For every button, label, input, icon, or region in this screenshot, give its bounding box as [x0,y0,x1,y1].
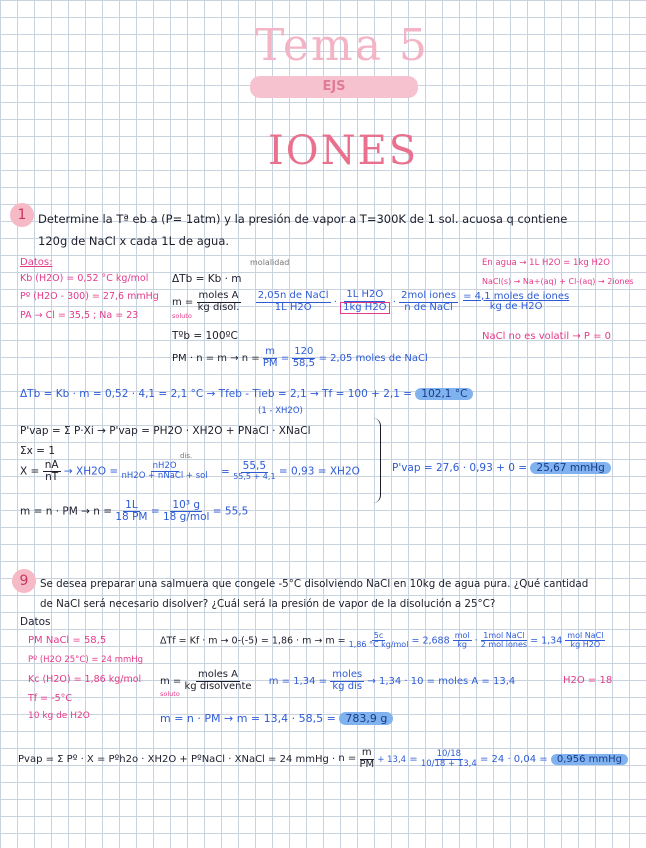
m-calc-c [399,291,458,313]
pm-frac-m [263,347,278,369]
exercise-2-number-badge [12,569,36,593]
exercise-2-datos-title: Datos [20,616,51,628]
soluto-note-1: soluto [172,312,192,320]
x-calc [233,461,275,481]
dtf-calc-units-den: kg [457,640,467,650]
dtb-line: ΔTb = Kb · m = 0,52 · 4,1 = 2,1 °C → Tfeb - Tieb = 2,1 → Tf = 100 + 2,1 = [20,388,413,400]
pvap-note: (1 - XH2O) [258,406,303,416]
mass-line: m = n · PM → n = [20,505,113,518]
mass-result: = 55,5 [212,505,249,518]
tema-title: Tema 5 [255,20,429,71]
exercise-2-dato-2: Kc (H2O) = 1,86 kg/mol [28,674,142,685]
pvap-calc: P'vap = 27,6 · 0,93 + 0 = [392,462,528,474]
pm-line-start: PM · n = m → n = [172,353,260,364]
dtf-frac-num: 5c [373,631,384,640]
right-note-2: NaCl no es volatil → P = 0 [482,331,612,342]
pvap2-n-frac [359,748,374,770]
dtf-frac [349,632,409,650]
mass-calc-den: 18 g/mol [162,511,210,524]
mass-calc-num: 10³ g [172,499,200,511]
molality-row: m = $\frac{\text{moles A}}{\text{kg disol.}}$ $\frac{\text{2,05n de NaCl}}{\text{1L H2O}}$ · $\frac{\text{1L H2O}}{\text{1kg H2O}}$ · $\frac{\text{2mol iones}}{\text{n de NaCl}}$ $\frac{\text{= 4,1 moles de iones}}{\text{kg de H2O}}$ [172,289,570,313]
m-calc-c-num: 2mol iones [401,290,456,301]
m2-rest: → 1,34 · 10 = moles A = 13,4 [367,676,516,687]
pvap2-extra: + 13,4 [377,755,407,765]
pvap2-n [338,754,356,765]
pm-row: PM · n = m → n = $\frac{m}{PM}$ = $\frac{120}{58,5}$ = 2,05 moles de NaCl [172,346,428,369]
pvap2-n-frac-den: PM [359,758,375,770]
m-fraction [197,291,241,313]
pvap2-frac-num: 10/18 [436,748,462,759]
pvap2-frac-den: 10/18 + 13,4 [420,758,477,769]
x-calc-num: 55,5 [242,460,267,473]
pm-frac [292,347,315,369]
m2-label: m = [160,676,182,687]
m-calc-c-den: n de NaCl [404,301,453,313]
sum-x: Σx = 1 [20,445,56,457]
exercise-2-statement-line2: de NaCl será necesario disolver? ¿Cuál será la presión de vapor de la disolución a 25°C? [40,598,496,610]
ejs-label: EJS [322,79,346,94]
m-result [461,292,571,313]
mass-row: m = n · PM → n = $\frac{1L}{18 PM}$ = $\frac{\text{10³ g}}{\text{18 g/mol}}$ = 55,5 [20,499,249,524]
x-result: = 0,93 = XH2O [278,465,360,478]
pvap-result: 25,67 mmHg [530,462,610,474]
molalidad-note: molalidad [250,258,290,267]
pm-frac-m-den: PM [262,357,278,369]
m-label: m = [172,297,194,308]
m2-def-num: moles A [198,669,239,680]
dtf-calc-units-num: mol [454,631,470,640]
brace [372,418,381,503]
xh2o-frac [122,462,208,481]
m-calc-a [256,291,331,313]
dtf-conv-num: 1mol NaCl [483,631,525,640]
pvap2-row: Pvap = Σ Pº · X = Pºh2o · XH2O + PºNaCl · XNaCl = 24 mmHg · n = $\frac{m}{PM}$ + 13,4 = $\frac{10/18}{10/18 + 13,4}$ = 24 · 0,04 = 0,956 mmHg [18,748,628,770]
exercise-1-datos-title: Datos: [20,257,53,268]
x-frac-num: nA [44,459,59,471]
m-calc-a-num: 2,05n de NaCl [257,290,329,301]
m-result-units: kg de H2O [489,301,543,312]
exercise-1-number-badge [10,203,34,227]
m2-def-den: kg disolvente [184,680,252,692]
molality2-row [160,670,515,692]
m-calc-b [340,290,389,314]
dtf-result-units [565,632,605,650]
m-fraction-den: kg disol. [197,301,240,313]
xh2o-frac-num: nH2O [152,461,177,472]
mass2-row [160,712,393,725]
dtf-result: = 1,34 [530,635,563,647]
dtf-result-units-den: kg H2O [570,640,601,650]
exercise-1-statement-line2: 120g de NaCl x cada 1L de agua. [38,234,230,248]
dtf-result-units-num: mol NaCl [567,631,604,640]
pvap2-n-frac-num: m [361,747,372,758]
right-note-1: NaCl(s) → Na+(aq) + Cl-(aq) → 2iones [482,277,634,286]
exercise-1-dato-0: Kb (H2O) = 0,52 °C kg/mol [20,273,149,284]
dtf-frac-den: 1,86 °C kg/mol [348,640,409,650]
m2-line: m = 1,34 = [268,676,328,687]
mass-calc [163,500,209,523]
m-calc-a-den: 1L H2O [274,301,312,313]
xh2o-frac-den: nH2O + nNaCl + sol [121,471,208,482]
dtf-line: ΔTf = Kf · m → 0-(-5) = 1,86 · m → m = [160,635,346,647]
h2o-value: H2O = 18 [563,675,613,686]
pvap2-line: Pvap = Σ Pº · X = Pºh2o · XH2O + PºNaCl · XNaCl = 24 mmHg · [18,754,336,765]
mass-frac-den: 18 PM [115,511,148,524]
dtf-calc-units [453,632,472,650]
m-result-value: = 4,1 moles de iones [463,290,570,302]
exercise-2-number: 9 [19,573,29,589]
exercise-1-number: 1 [17,207,27,223]
pm-frac-m-num: m [265,346,276,357]
m2-frac [330,670,364,692]
mass2-result: 783,9 g [339,712,393,725]
xh2o-line: → XH2O = [63,465,119,478]
dtf-conv [481,632,527,650]
m-calc-b-num: 1L H2O [346,289,384,300]
exercise-2-dato-1: Pº (H2O 25°C) = 24 mmHg [28,655,144,665]
mass-frac-num: 1L [125,499,138,511]
mass-frac [115,500,147,523]
dtf-row: ΔTf = Kf · m → 0-(-5) = 1,86 · m → m = $\frac{5c}{\text{1,86 °C kg/mol}}$ = 2,688 $\frac{\text{mol}}{kg}$ · $\frac{\text{1mol NaCl}}{\text{2 mol iones}}$ = 1,34 $\frac{\text{mol NaCl}}{\text{kg H2O}}$ [160,631,604,650]
formula-delta-tb: ΔTb = Kb · m [172,273,242,285]
right-note-0: En agua → 1L H2O = 1kg H2O [482,258,610,268]
pm-frac-num: 120 [294,346,314,357]
section-title: IONES [268,128,419,174]
m-calc-b-den: 1kg H2O [340,302,389,315]
exercise-2-dato-4: 10 kg de H2O [28,711,90,721]
ejs-banner [250,76,418,98]
x-label: X = [20,465,40,478]
m2-frac-num: moles [332,669,363,680]
x-calc-den: 55,5 + 4,1 [233,472,276,482]
m2-def-frac [185,670,252,692]
mass2-line: m = n · PM → m = 13,4 · 58,5 = [160,712,336,725]
x-row: X = $\frac{nA}{nT}$ → XH2O = $\frac{nH2O}{\text{nH2O + nNaCl + sol}}$ = $\frac{55,5}{55,5 + 4,1}$ = 0,93 = XH2O [20,459,360,484]
dtf-calc: = 2,688 [411,635,450,647]
exercise-1-dato-1: Pº (H2O - 300) = 27,6 mmHg [20,291,159,302]
pvap2-calc: = 24 · 0,04 = [479,754,548,765]
pm-frac-den: 58,5 [292,357,315,369]
pvap2-n-label: n = [338,752,357,764]
m2-frac-den: kg dis [332,680,363,692]
pm-result: = 2,05 moles de NaCl [318,353,428,364]
dtf-conv-den: 2 mol iones [480,640,528,650]
exercise-1-statement-line1: Determine la Tª eb a (P= 1atm) y la presión de vapor a T=300K de 1 sol. acuosa q contiene [38,212,568,226]
pvap-line-1: P'vap = Σ P·Xi → P'vap = PH2O · XH2O + PNaCl · XNaCl [20,425,311,437]
exercise-2-dato-3: Tf = -5°C [28,693,73,704]
exercise-2-dato-0: PM NaCl = 58,5 [28,635,107,646]
x-frac [43,460,61,483]
pvap2-frac [421,750,477,769]
pvap2-result: 0,956 mmHg [551,754,628,765]
m-fraction-num: moles A [198,290,239,301]
x-frac-den: nT [45,471,59,484]
dis-note: dis. [180,452,193,460]
dtb-row [20,388,473,400]
tb0: Tºb = 100ºC [172,330,238,342]
soluto-note-2: soluto [160,690,180,698]
exercise-1-dato-2: PA → Cl = 35,5 ; Na = 23 [20,310,139,321]
pvap-calc-row [392,462,611,474]
dtb-result: 102,1 °C [415,388,473,400]
exercise-2-statement-line1: Se desea preparar una salmuera que congele -5°C disolviendo NaCl en 10kg de agua pura. ¿Qué cantidad [40,578,589,590]
